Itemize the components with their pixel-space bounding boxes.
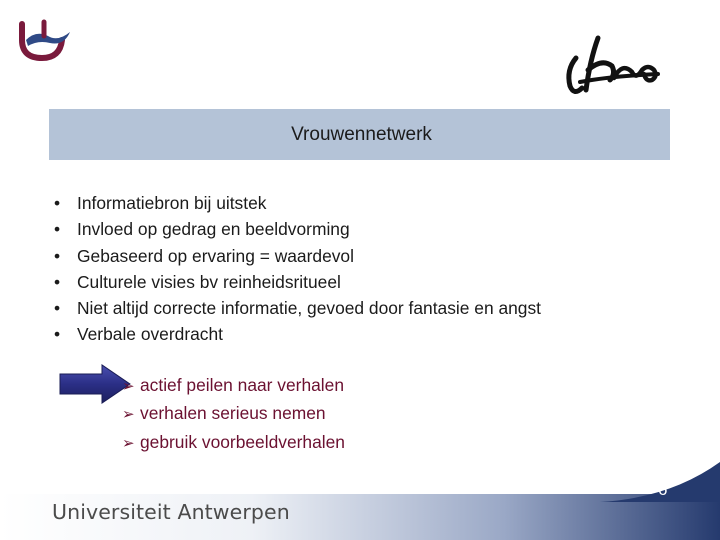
sub-point-text: verhalen serieus nemen xyxy=(140,403,326,424)
sub-point-text: actief peilen naar verhalen xyxy=(140,375,344,395)
page-number: 6 xyxy=(658,480,668,499)
bullet-item: • Gebaseerd op ervaring = waardevol xyxy=(50,243,541,269)
sub-point-item xyxy=(122,400,345,428)
signature-logo-icon xyxy=(562,30,664,100)
bullet-item: • Verbale overdracht xyxy=(50,321,541,347)
university-logo-icon xyxy=(14,16,74,62)
title-bar xyxy=(49,109,670,160)
sub-point-item xyxy=(122,372,345,400)
arrow-bullet-icon: ➢ xyxy=(122,406,135,424)
arrow-bullet-icon: ➢ xyxy=(122,378,135,395)
right-arrow-icon xyxy=(58,364,132,404)
sub-point-item xyxy=(122,429,345,457)
arrow-bullet-icon: ➢ xyxy=(122,434,135,452)
slide-title: Vrouwennetwerk xyxy=(291,123,432,145)
bullet-item: • Informatiebron bij uitstek xyxy=(50,190,541,216)
bullet-item: • Culturele visies bv reinheidsritueel xyxy=(50,269,541,295)
sub-point-list xyxy=(122,372,345,457)
bullet-item: • Niet altijd correcte informatie, gevoed door fantasie en angst xyxy=(50,295,541,321)
sub-point-text: gebruik voorbeeldverhalen xyxy=(140,431,345,452)
bullet-item: • Invloed op gedrag en beeldvorming xyxy=(50,216,541,242)
bullet-list xyxy=(50,190,541,348)
footer-university-name: Universiteit Antwerpen xyxy=(52,500,290,524)
